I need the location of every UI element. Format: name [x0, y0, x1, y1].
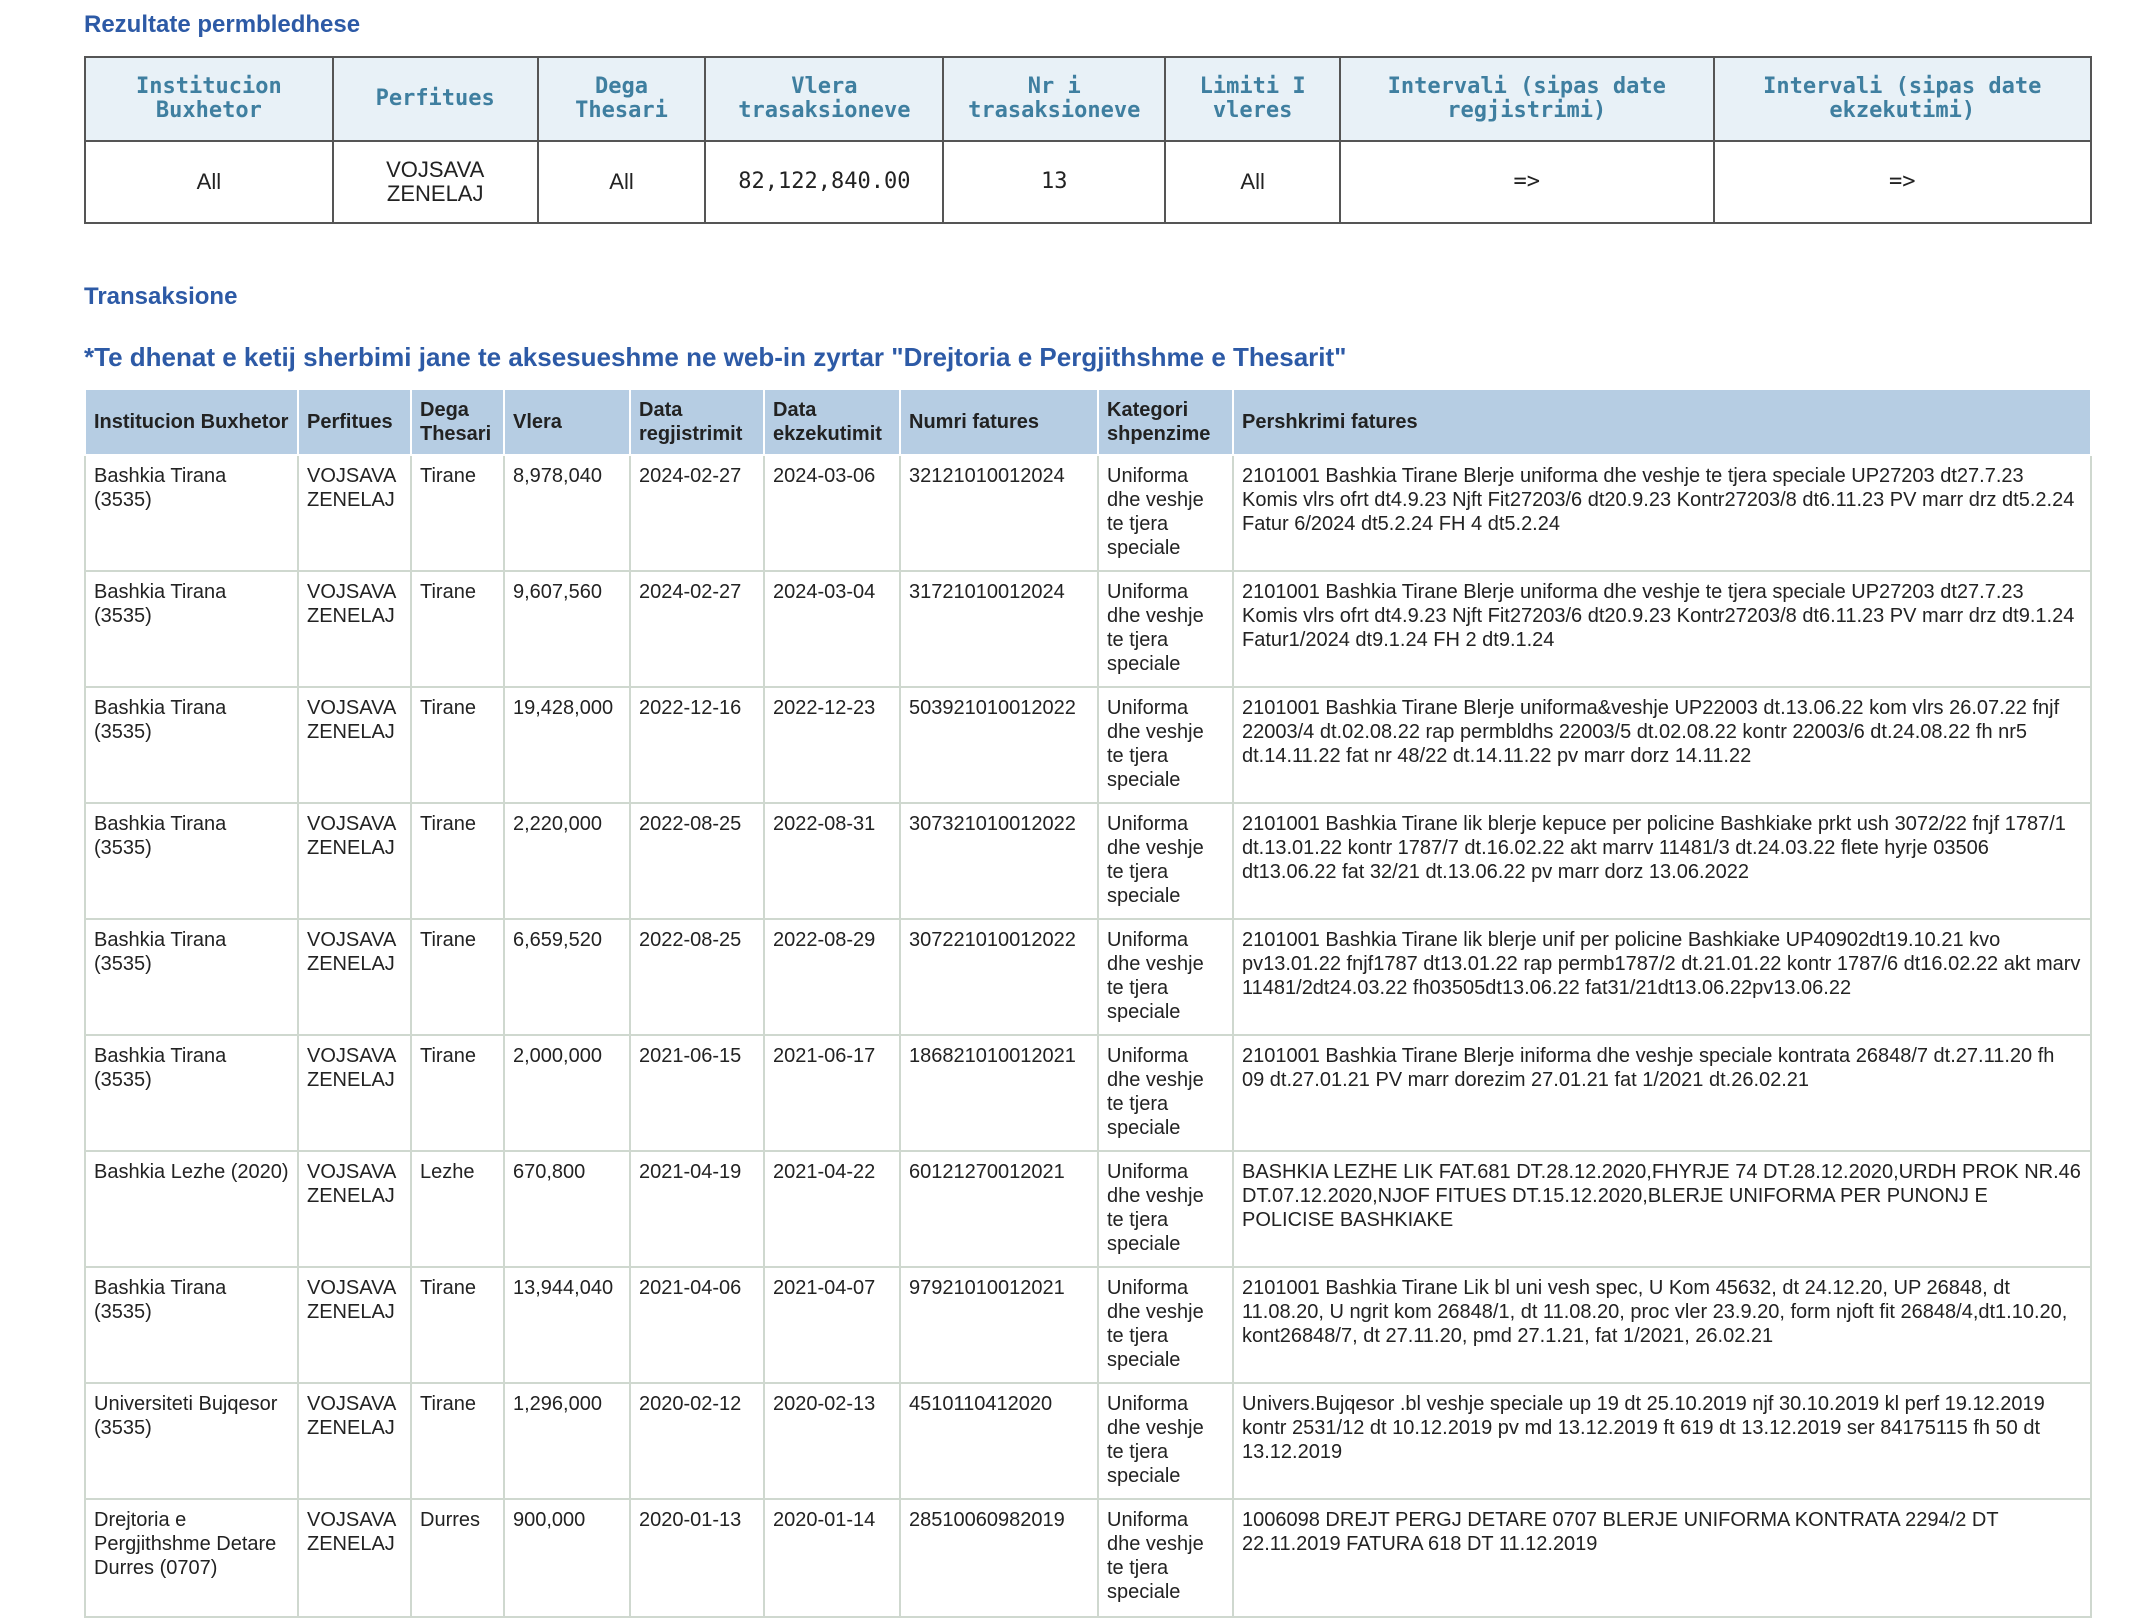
table-row — [85, 687, 2091, 803]
cell-treasury-branch: Tirane — [411, 803, 504, 919]
cell-invoice-number: 32121010012024 — [900, 455, 1098, 571]
table-row — [85, 571, 2091, 687]
summary-header-cell: Limiti I vleres — [1165, 57, 1340, 141]
cell-amount: 19,428,000 — [504, 687, 630, 803]
cell-amount: 1,296,000 — [504, 1383, 630, 1499]
cell-invoice-number: 503921010012022 — [900, 687, 1098, 803]
cell-institution: Bashkia Tirana (3535) — [85, 455, 298, 571]
cell-execution-date: 2024-03-04 — [764, 571, 900, 687]
summary-header-cell: Intervali (sipas date ekzekutimi) — [1714, 57, 2092, 141]
cell-institution: Bashkia Tirana (3535) — [85, 571, 298, 687]
cell-treasury-branch: Lezhe — [411, 1151, 504, 1267]
transactions-header-cell: Perfitues — [298, 389, 411, 455]
cell-execution-date: 2022-12-23 — [764, 687, 900, 803]
cell-invoice-number: 4510110412020 — [900, 1383, 1098, 1499]
cell-invoice-description: 2101001 Bashkia Tirane Blerje iniforma dhe veshje speciale kontrata 26848/7 dt.27.11.20 fh 09 dt.27.01.21 PV marr dorezim 27.01.21 fat 1/2021 dt.26.02.21 — [1233, 1035, 2091, 1151]
summary-value-cell: 13 — [943, 141, 1165, 223]
transactions-table — [84, 388, 2092, 1618]
cell-treasury-branch: Tirane — [411, 687, 504, 803]
table-row — [85, 1267, 2091, 1383]
cell-execution-date: 2020-01-14 — [764, 1499, 900, 1617]
summary-value-cell: 82,122,840.00 — [705, 141, 943, 223]
cell-registration-date: 2022-12-16 — [630, 687, 764, 803]
cell-beneficiary: VOJSAVA ZENELAJ — [298, 1035, 411, 1151]
transactions-header-cell: Data regjistrimit — [630, 389, 764, 455]
cell-invoice-description: BASHKIA LEZHE LIK FAT.681 DT.28.12.2020,FHYRJE 74 DT.28.12.2020,URDH PROK NR.46 DT.07.12.2020,NJOF FITUES DT.15.12.2020,BLERJE UNIFORMA PER PUNONJ E POLICISE BASHKIAKE — [1233, 1151, 2091, 1267]
cell-invoice-description: Univers.Bujqesor .bl veshje speciale up 19 dt 25.10.2019 njf 30.10.2019 kl perf 19.12.2019 kontr 2531/12 dt 10.12.2019 pv md 13.12.2019 ft 619 dt 13.12.2019 ser 84175115 fh 50 dt 13.12.2019 — [1233, 1383, 2091, 1499]
cell-expense-category: Uniforma dhe veshje te tjera speciale — [1098, 1499, 1233, 1617]
cell-invoice-number: 307221010012022 — [900, 919, 1098, 1035]
table-row — [85, 1151, 2091, 1267]
cell-treasury-branch: Tirane — [411, 455, 504, 571]
summary-value-row — [85, 141, 2091, 223]
summary-table — [84, 56, 2092, 224]
cell-invoice-number: 186821010012021 — [900, 1035, 1098, 1151]
cell-execution-date: 2021-06-17 — [764, 1035, 900, 1151]
cell-execution-date: 2022-08-31 — [764, 803, 900, 919]
cell-institution: Drejtoria e Pergjithshme Detare Durres (0707) — [85, 1499, 298, 1617]
cell-expense-category: Uniforma dhe veshje te tjera speciale — [1098, 1035, 1233, 1151]
summary-header-cell: Intervali (sipas date regjistrimi) — [1340, 57, 1713, 141]
cell-expense-category: Uniforma dhe veshje te tjera speciale — [1098, 919, 1233, 1035]
cell-invoice-description: 2101001 Bashkia Tirane lik blerje kepuce per policine Bashkiake prkt ush 3072/22 fnjf 1787/1 dt.13.01.22 kontr 1787/7 dt.16.02.22 akt marrv 11481/3 dt.24.03.22 flete hyrje 03506 dt13.06.22 fat 32/21 dt.13.06.22 pv marr dorz 13.06.2022 — [1233, 803, 2091, 919]
transactions-header-cell: Institucion Buxhetor — [85, 389, 298, 455]
cell-expense-category: Uniforma dhe veshje te tjera speciale — [1098, 687, 1233, 803]
cell-invoice-number: 31721010012024 — [900, 571, 1098, 687]
cell-registration-date: 2021-04-19 — [630, 1151, 764, 1267]
cell-amount: 2,000,000 — [504, 1035, 630, 1151]
cell-execution-date: 2020-02-13 — [764, 1383, 900, 1499]
summary-header-cell: Vlera trasaksioneve — [705, 57, 943, 141]
summary-title: Rezultate permbledhese — [84, 11, 361, 38]
cell-amount: 2,220,000 — [504, 803, 630, 919]
transactions-header-cell: Vlera — [504, 389, 630, 455]
cell-institution: Bashkia Tirana (3535) — [85, 687, 298, 803]
cell-treasury-branch: Durres — [411, 1499, 504, 1617]
cell-beneficiary: VOJSAVA ZENELAJ — [298, 571, 411, 687]
summary-header-cell: Nr i trasaksioneve — [943, 57, 1165, 141]
cell-expense-category: Uniforma dhe veshje te tjera speciale — [1098, 1267, 1233, 1383]
cell-expense-category: Uniforma dhe veshje te tjera speciale — [1098, 455, 1233, 571]
cell-invoice-description: 2101001 Bashkia Tirane Blerje uniforma dhe veshje te tjera speciale UP27203 dt27.7.23 Komis vlrs ofrt dt4.9.23 Njft Fit27203/6 dt20.9.23 Kontr27203/8 dt6.11.23 PV marr drz dt5.2.24 Fatur 6/2024 dt5.2.24 FH 4 dt5.2.24 — [1233, 455, 2091, 571]
transactions-title: Transaksione — [84, 283, 238, 310]
cell-beneficiary: VOJSAVA ZENELAJ — [298, 455, 411, 571]
cell-amount: 6,659,520 — [504, 919, 630, 1035]
summary-value-cell: => — [1714, 141, 2092, 223]
transactions-body — [85, 455, 2091, 1617]
cell-registration-date: 2024-02-27 — [630, 455, 764, 571]
table-row — [85, 1383, 2091, 1499]
cell-expense-category: Uniforma dhe veshje te tjera speciale — [1098, 1383, 1233, 1499]
cell-institution: Bashkia Tirana (3535) — [85, 1035, 298, 1151]
cell-beneficiary: VOJSAVA ZENELAJ — [298, 919, 411, 1035]
cell-expense-category: Uniforma dhe veshje te tjera speciale — [1098, 803, 1233, 919]
cell-amount: 900,000 — [504, 1499, 630, 1617]
cell-registration-date: 2022-08-25 — [630, 919, 764, 1035]
data-source-note: *Te dhenat e ketij sherbimi jane te aksesueshme ne web-in zyrtar "Drejtoria e Pergjithshme e Thesarit" — [84, 342, 1347, 372]
table-row — [85, 455, 2091, 571]
cell-execution-date: 2024-03-06 — [764, 455, 900, 571]
cell-treasury-branch: Tirane — [411, 1267, 504, 1383]
summary-header-cell: Dega Thesari — [538, 57, 706, 141]
transactions-header-cell: Dega Thesari — [411, 389, 504, 455]
cell-amount: 9,607,560 — [504, 571, 630, 687]
cell-invoice-description: 2101001 Bashkia Tirane Blerje uniforma&veshje UP22003 dt.13.06.22 kom vlrs 26.07.22 fnjf 22003/4 dt.02.08.22 rap permbldhs 22003/5 dt.02.08.22 kontr 22003/6 dt.24.08.22 fh nr5 dt.14.11.22 fat nr 48/22 dt.14.11.22 pv marr dorz 14.11.22 — [1233, 687, 2091, 803]
cell-registration-date: 2020-02-12 — [630, 1383, 764, 1499]
summary-value-cell: VOJSAVA ZENELAJ — [333, 141, 538, 223]
cell-invoice-description: 2101001 Bashkia Tirane Lik bl uni vesh spec, U Kom 45632, dt 24.12.20, UP 26848, dt 11.08.20, U ngrit kom 26848/1, dt 11.08.20, proc vler 23.9.20, form njoft fit 26848/4,dt1.10.20, kont26848/7, dt 27.11.20, pmd 27.1.21, fat 1/2021, 26.02.21 — [1233, 1267, 2091, 1383]
cell-institution: Bashkia Lezhe (2020) — [85, 1151, 298, 1267]
summary-header-cell: Institucion Buxhetor — [85, 57, 333, 141]
cell-expense-category: Uniforma dhe veshje te tjera speciale — [1098, 571, 1233, 687]
table-row — [85, 1035, 2091, 1151]
cell-institution: Bashkia Tirana (3535) — [85, 803, 298, 919]
transactions-header-cell: Data ekzekutimit — [764, 389, 900, 455]
cell-registration-date: 2021-06-15 — [630, 1035, 764, 1151]
cell-registration-date: 2021-04-06 — [630, 1267, 764, 1383]
cell-invoice-number: 60121270012021 — [900, 1151, 1098, 1267]
cell-beneficiary: VOJSAVA ZENELAJ — [298, 1267, 411, 1383]
transactions-header-row — [85, 389, 2091, 455]
cell-institution: Bashkia Tirana (3535) — [85, 919, 298, 1035]
cell-beneficiary: VOJSAVA ZENELAJ — [298, 687, 411, 803]
cell-invoice-number: 97921010012021 — [900, 1267, 1098, 1383]
cell-treasury-branch: Tirane — [411, 1383, 504, 1499]
cell-registration-date: 2022-08-25 — [630, 803, 764, 919]
summary-value-cell: All — [85, 141, 333, 223]
summary-value-cell: All — [538, 141, 706, 223]
cell-beneficiary: VOJSAVA ZENELAJ — [298, 1151, 411, 1267]
cell-execution-date: 2021-04-07 — [764, 1267, 900, 1383]
table-row — [85, 919, 2091, 1035]
cell-treasury-branch: Tirane — [411, 1035, 504, 1151]
cell-treasury-branch: Tirane — [411, 571, 504, 687]
cell-invoice-number: 307321010012022 — [900, 803, 1098, 919]
cell-treasury-branch: Tirane — [411, 919, 504, 1035]
cell-invoice-description: 1006098 DREJT PERGJ DETARE 0707 BLERJE UNIFORMA KONTRATA 2294/2 DT 22.11.2019 FATURA 618 DT 11.12.2019 — [1233, 1499, 2091, 1617]
table-row — [85, 803, 2091, 919]
cell-execution-date: 2021-04-22 — [764, 1151, 900, 1267]
cell-institution: Bashkia Tirana (3535) — [85, 1267, 298, 1383]
transactions-header-cell: Numri fatures — [900, 389, 1098, 455]
cell-invoice-description: 2101001 Bashkia Tirane Blerje uniforma dhe veshje te tjera speciale UP27203 dt27.7.23 Komis vlrs ofrt dt4.9.23 Njft Fit27203/6 dt20.9.23 Kontr27203/8 dt6.11.23 PV marr drz dt9.1.24 Fatur1/2024 dt9.1.24 FH 2 dt9.1.24 — [1233, 571, 2091, 687]
cell-invoice-number: 28510060982019 — [900, 1499, 1098, 1617]
cell-registration-date: 2024-02-27 — [630, 571, 764, 687]
cell-invoice-description: 2101001 Bashkia Tirane lik blerje unif per policine Bashkiake UP40902dt19.10.21 kvo pv13.01.22 fnjf1787 dt13.01.22 rap permb1787/2 dt.21.01.22 kontr 1787/6 dt16.02.22 akt marv 11481/2dt24.03.22 fh03505dt13.06.22 fat31/21dt13.06.22pv13.06.22 — [1233, 919, 2091, 1035]
summary-header-cell: Perfitues — [333, 57, 538, 141]
transactions-header-cell: Kategori shpenzime — [1098, 389, 1233, 455]
cell-beneficiary: VOJSAVA ZENELAJ — [298, 1499, 411, 1617]
cell-amount: 670,800 — [504, 1151, 630, 1267]
cell-beneficiary: VOJSAVA ZENELAJ — [298, 803, 411, 919]
cell-expense-category: Uniforma dhe veshje te tjera speciale — [1098, 1151, 1233, 1267]
cell-execution-date: 2022-08-29 — [764, 919, 900, 1035]
transactions-header-cell: Pershkrimi fatures — [1233, 389, 2091, 455]
summary-value-cell: All — [1165, 141, 1340, 223]
summary-value-cell: => — [1340, 141, 1713, 223]
cell-registration-date: 2020-01-13 — [630, 1499, 764, 1617]
summary-header-row — [85, 57, 2091, 141]
cell-beneficiary: VOJSAVA ZENELAJ — [298, 1383, 411, 1499]
cell-amount: 13,944,040 — [504, 1267, 630, 1383]
cell-institution: Universiteti Bujqesor (3535) — [85, 1383, 298, 1499]
cell-amount: 8,978,040 — [504, 455, 630, 571]
table-row — [85, 1499, 2091, 1617]
